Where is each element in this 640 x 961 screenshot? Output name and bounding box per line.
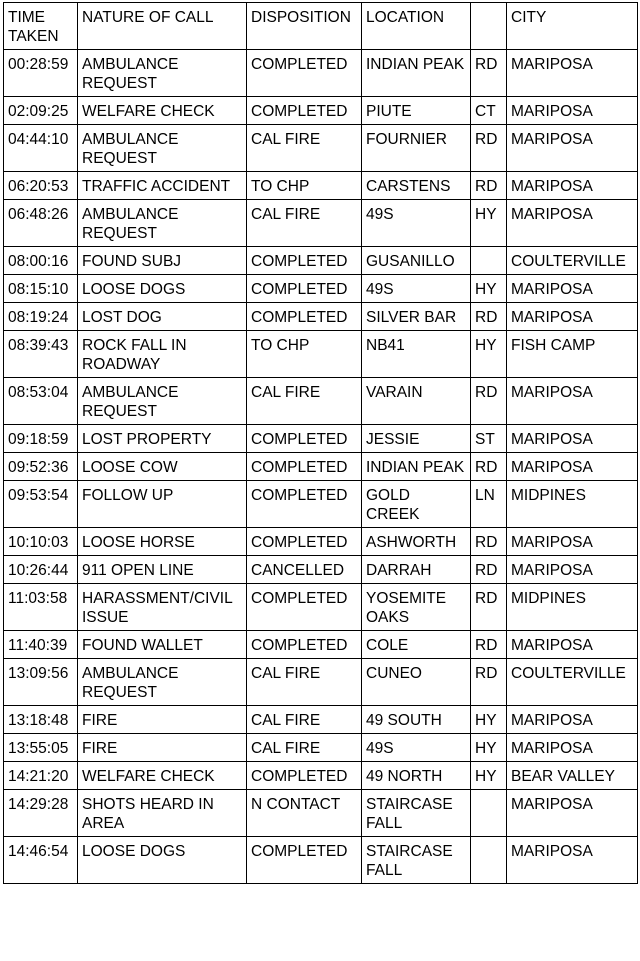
cell-time-taken: 02:09:25	[4, 97, 78, 125]
cell-street-suffix: HY	[471, 200, 507, 247]
cell-city: MARIPOSA	[507, 631, 638, 659]
cell-disposition: COMPLETED	[247, 303, 362, 331]
header-time-taken: TIME TAKEN	[4, 3, 78, 50]
cell-nature-of-call: AMBULANCE REQUEST	[78, 50, 247, 97]
cell-disposition: COMPLETED	[247, 631, 362, 659]
call-log-table	[3, 2, 638, 884]
cell-location: INDIAN PEAK	[362, 50, 471, 97]
cell-time-taken: 08:15:10	[4, 275, 78, 303]
table-row	[4, 247, 638, 275]
cell-city: MARIPOSA	[507, 706, 638, 734]
cell-street-suffix: CT	[471, 97, 507, 125]
table-row	[4, 790, 638, 837]
cell-nature-of-call: FOUND WALLET	[78, 631, 247, 659]
table-row	[4, 97, 638, 125]
cell-disposition: TO CHP	[247, 331, 362, 378]
cell-street-suffix: RD	[471, 453, 507, 481]
cell-city: FISH CAMP	[507, 331, 638, 378]
cell-street-suffix	[471, 790, 507, 837]
cell-street-suffix: RD	[471, 303, 507, 331]
header-street-suffix	[471, 3, 507, 50]
cell-nature-of-call: 911 OPEN LINE	[78, 556, 247, 584]
cell-time-taken: 08:00:16	[4, 247, 78, 275]
cell-location: GUSANILLO	[362, 247, 471, 275]
cell-disposition: CAL FIRE	[247, 659, 362, 706]
cell-street-suffix: RD	[471, 50, 507, 97]
cell-street-suffix: HY	[471, 275, 507, 303]
cell-nature-of-call: LOST DOG	[78, 303, 247, 331]
cell-city: MARIPOSA	[507, 734, 638, 762]
table-row	[4, 303, 638, 331]
table-row	[4, 762, 638, 790]
cell-location: 49 SOUTH	[362, 706, 471, 734]
cell-city: MIDPINES	[507, 584, 638, 631]
cell-nature-of-call: HARASSMENT/CIVIL ISSUE	[78, 584, 247, 631]
cell-location: CARSTENS	[362, 172, 471, 200]
cell-nature-of-call: LOOSE COW	[78, 453, 247, 481]
cell-street-suffix	[471, 837, 507, 884]
table-row	[4, 481, 638, 528]
cell-street-suffix: RD	[471, 528, 507, 556]
cell-disposition: CAL FIRE	[247, 734, 362, 762]
cell-nature-of-call: AMBULANCE REQUEST	[78, 378, 247, 425]
cell-disposition: COMPLETED	[247, 97, 362, 125]
cell-street-suffix: HY	[471, 331, 507, 378]
table-row	[4, 125, 638, 172]
cell-location: GOLD CREEK	[362, 481, 471, 528]
cell-time-taken: 13:18:48	[4, 706, 78, 734]
cell-nature-of-call: WELFARE CHECK	[78, 97, 247, 125]
cell-street-suffix: RD	[471, 659, 507, 706]
cell-location: STAIRCASE FALL	[362, 790, 471, 837]
table-row	[4, 584, 638, 631]
cell-city: MARIPOSA	[507, 125, 638, 172]
cell-street-suffix: ST	[471, 425, 507, 453]
table-row	[4, 453, 638, 481]
cell-location: ASHWORTH	[362, 528, 471, 556]
cell-disposition: COMPLETED	[247, 247, 362, 275]
cell-nature-of-call: LOOSE DOGS	[78, 837, 247, 884]
cell-nature-of-call: FOUND SUBJ	[78, 247, 247, 275]
cell-location: SILVER BAR	[362, 303, 471, 331]
cell-city: MARIPOSA	[507, 275, 638, 303]
cell-nature-of-call: LOST PROPERTY	[78, 425, 247, 453]
header-city: CITY	[507, 3, 638, 50]
cell-city: MARIPOSA	[507, 453, 638, 481]
cell-location: 49S	[362, 200, 471, 247]
cell-time-taken: 08:39:43	[4, 331, 78, 378]
cell-time-taken: 13:09:56	[4, 659, 78, 706]
header-nature-of-call: NATURE OF CALL	[78, 3, 247, 50]
cell-city: MARIPOSA	[507, 378, 638, 425]
cell-location: YOSEMITE OAKS	[362, 584, 471, 631]
cell-street-suffix: RD	[471, 556, 507, 584]
cell-disposition: N CONTACT	[247, 790, 362, 837]
cell-disposition: COMPLETED	[247, 481, 362, 528]
cell-street-suffix	[471, 247, 507, 275]
cell-disposition: COMPLETED	[247, 584, 362, 631]
cell-nature-of-call: FIRE	[78, 706, 247, 734]
cell-location: 49S	[362, 275, 471, 303]
header-row	[4, 3, 638, 50]
cell-time-taken: 09:18:59	[4, 425, 78, 453]
cell-disposition: COMPLETED	[247, 425, 362, 453]
cell-nature-of-call: LOOSE DOGS	[78, 275, 247, 303]
cell-city: MARIPOSA	[507, 50, 638, 97]
table-row	[4, 378, 638, 425]
cell-city: MARIPOSA	[507, 200, 638, 247]
cell-time-taken: 11:40:39	[4, 631, 78, 659]
table-row	[4, 837, 638, 884]
cell-disposition: COMPLETED	[247, 837, 362, 884]
table-row	[4, 528, 638, 556]
cell-city: MARIPOSA	[507, 303, 638, 331]
cell-nature-of-call: AMBULANCE REQUEST	[78, 200, 247, 247]
table-header	[4, 3, 638, 50]
table-row	[4, 331, 638, 378]
header-disposition: DISPOSITION	[247, 3, 362, 50]
cell-street-suffix: RD	[471, 631, 507, 659]
cell-city: MIDPINES	[507, 481, 638, 528]
cell-time-taken: 04:44:10	[4, 125, 78, 172]
cell-city: MARIPOSA	[507, 172, 638, 200]
cell-city: MARIPOSA	[507, 97, 638, 125]
cell-location: FOURNIER	[362, 125, 471, 172]
table-row	[4, 50, 638, 97]
cell-city: COULTERVILLE	[507, 659, 638, 706]
cell-nature-of-call: ROCK FALL IN ROADWAY	[78, 331, 247, 378]
cell-location: STAIRCASE FALL	[362, 837, 471, 884]
table-row	[4, 556, 638, 584]
cell-disposition: TO CHP	[247, 172, 362, 200]
cell-city: MARIPOSA	[507, 837, 638, 884]
cell-location: COLE	[362, 631, 471, 659]
cell-nature-of-call: WELFARE CHECK	[78, 762, 247, 790]
cell-time-taken: 14:21:20	[4, 762, 78, 790]
cell-street-suffix: HY	[471, 762, 507, 790]
cell-nature-of-call: AMBULANCE REQUEST	[78, 659, 247, 706]
cell-street-suffix: RD	[471, 378, 507, 425]
cell-location: VARAIN	[362, 378, 471, 425]
cell-location: NB41	[362, 331, 471, 378]
table-row	[4, 659, 638, 706]
cell-location: 49S	[362, 734, 471, 762]
cell-city: BEAR VALLEY	[507, 762, 638, 790]
cell-disposition: CAL FIRE	[247, 706, 362, 734]
cell-location: INDIAN PEAK	[362, 453, 471, 481]
cell-time-taken: 13:55:05	[4, 734, 78, 762]
cell-time-taken: 06:48:26	[4, 200, 78, 247]
cell-time-taken: 14:29:28	[4, 790, 78, 837]
cell-street-suffix: LN	[471, 481, 507, 528]
cell-nature-of-call: TRAFFIC ACCIDENT	[78, 172, 247, 200]
header-location: LOCATION	[362, 3, 471, 50]
cell-nature-of-call: LOOSE HORSE	[78, 528, 247, 556]
cell-street-suffix: HY	[471, 706, 507, 734]
cell-disposition: COMPLETED	[247, 528, 362, 556]
cell-location: 49 NORTH	[362, 762, 471, 790]
cell-location: PIUTE	[362, 97, 471, 125]
cell-nature-of-call: FIRE	[78, 734, 247, 762]
table-body	[4, 50, 638, 884]
cell-location: JESSIE	[362, 425, 471, 453]
cell-location: CUNEO	[362, 659, 471, 706]
table-row	[4, 734, 638, 762]
cell-city: MARIPOSA	[507, 528, 638, 556]
cell-street-suffix: HY	[471, 734, 507, 762]
cell-time-taken: 06:20:53	[4, 172, 78, 200]
cell-city: COULTERVILLE	[507, 247, 638, 275]
cell-nature-of-call: FOLLOW UP	[78, 481, 247, 528]
table-row	[4, 200, 638, 247]
cell-time-taken: 09:52:36	[4, 453, 78, 481]
cell-location: DARRAH	[362, 556, 471, 584]
cell-time-taken: 08:53:04	[4, 378, 78, 425]
cell-city: MARIPOSA	[507, 425, 638, 453]
cell-time-taken: 10:10:03	[4, 528, 78, 556]
cell-disposition: CAL FIRE	[247, 125, 362, 172]
cell-city: MARIPOSA	[507, 556, 638, 584]
cell-disposition: CAL FIRE	[247, 200, 362, 247]
cell-street-suffix: RD	[471, 584, 507, 631]
cell-time-taken: 00:28:59	[4, 50, 78, 97]
cell-disposition: COMPLETED	[247, 50, 362, 97]
cell-time-taken: 09:53:54	[4, 481, 78, 528]
cell-nature-of-call: SHOTS HEARD IN AREA	[78, 790, 247, 837]
cell-time-taken: 14:46:54	[4, 837, 78, 884]
cell-disposition: CANCELLED	[247, 556, 362, 584]
table-row	[4, 631, 638, 659]
cell-street-suffix: RD	[471, 125, 507, 172]
table-row	[4, 425, 638, 453]
cell-time-taken: 08:19:24	[4, 303, 78, 331]
table-row	[4, 172, 638, 200]
cell-disposition: COMPLETED	[247, 762, 362, 790]
cell-nature-of-call: AMBULANCE REQUEST	[78, 125, 247, 172]
cell-disposition: CAL FIRE	[247, 378, 362, 425]
table-row	[4, 275, 638, 303]
cell-street-suffix: RD	[471, 172, 507, 200]
cell-disposition: COMPLETED	[247, 453, 362, 481]
table-row	[4, 706, 638, 734]
cell-time-taken: 10:26:44	[4, 556, 78, 584]
cell-city: MARIPOSA	[507, 790, 638, 837]
cell-time-taken: 11:03:58	[4, 584, 78, 631]
cell-disposition: COMPLETED	[247, 275, 362, 303]
